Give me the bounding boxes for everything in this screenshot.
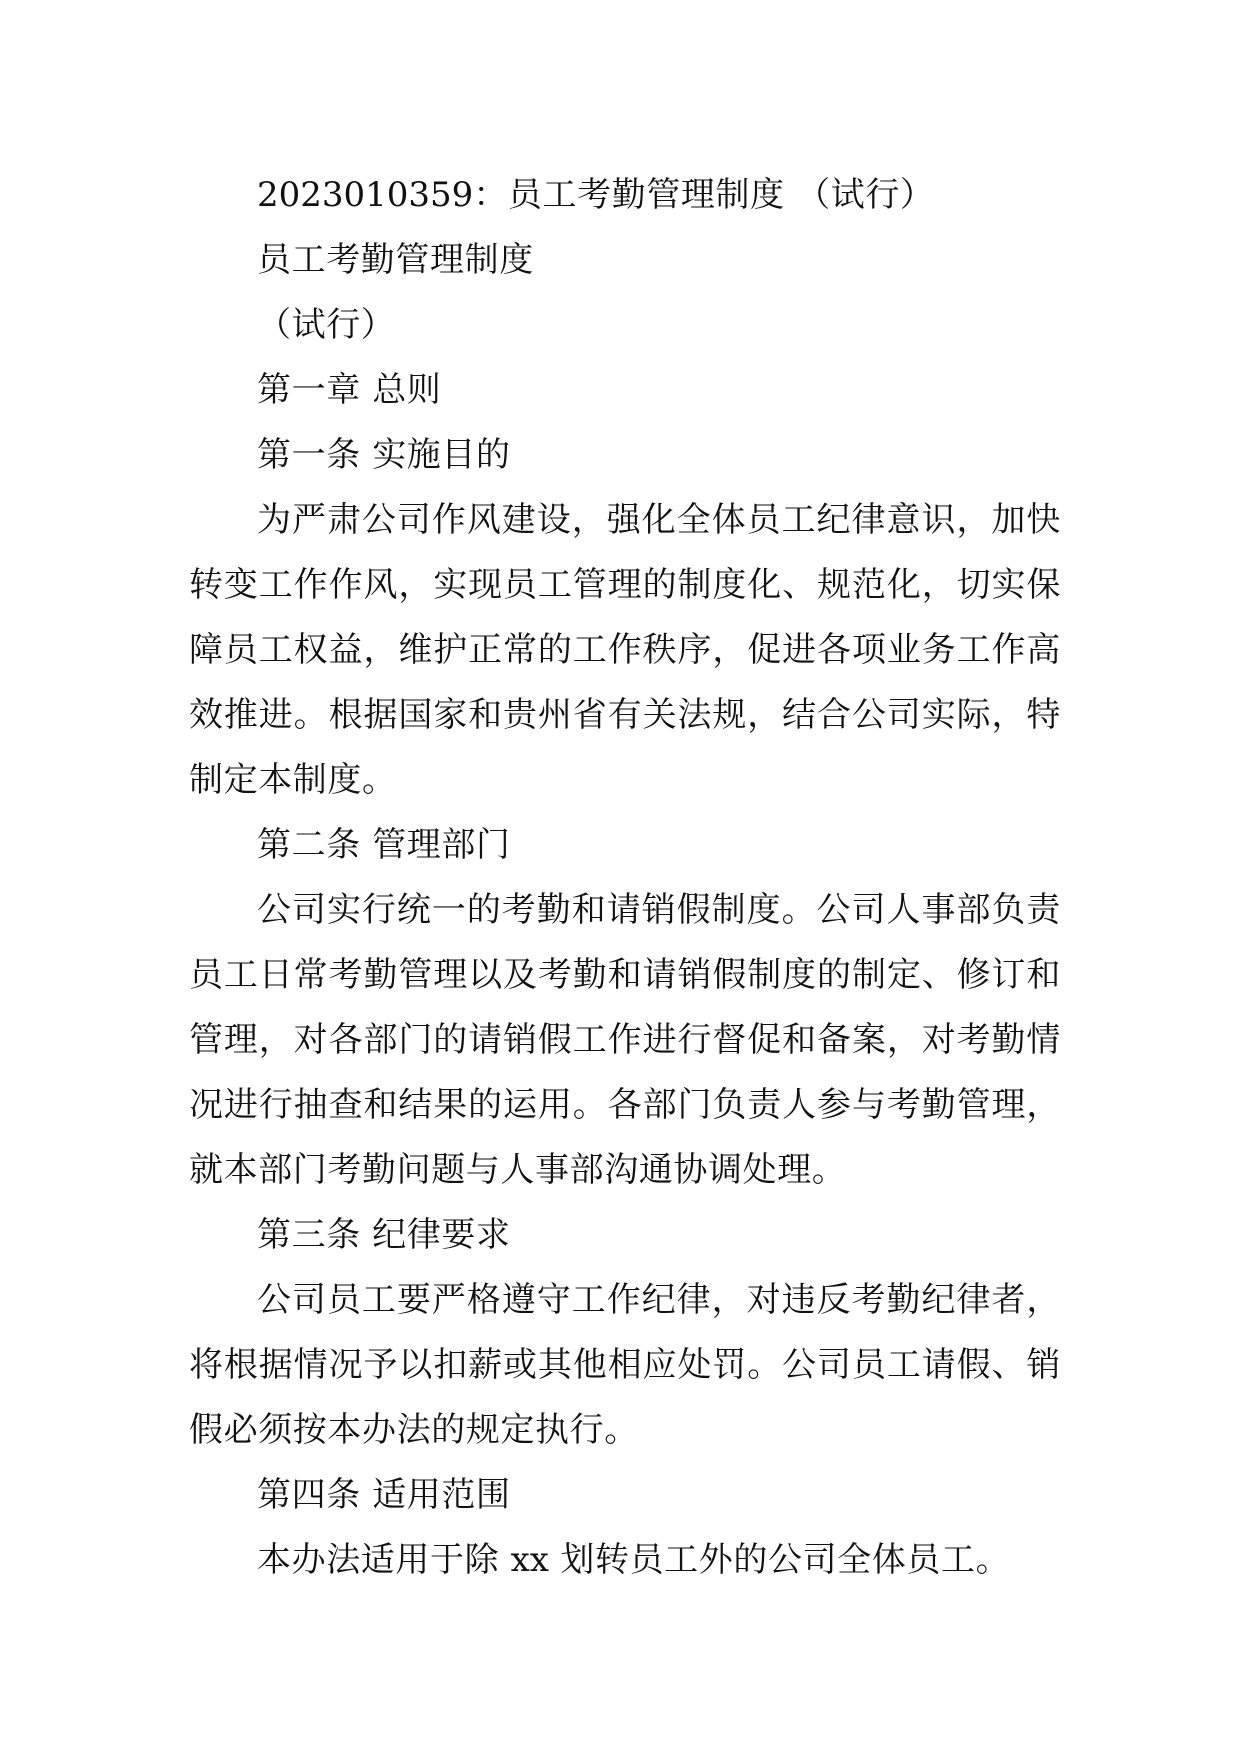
document-title: 员工考勤管理制度	[257, 240, 534, 280]
article-2-heading: 第二条 管理部门	[257, 825, 511, 865]
article-3-heading: 第三条 纪律要求	[257, 1215, 511, 1255]
document-header-title: ：员工考勤管理制度 （试行）	[473, 175, 935, 215]
article-4-body-code: xx	[510, 1540, 549, 1580]
chapter-heading: 第一章 总则	[257, 370, 442, 410]
article-4-body-prefix: 本办法适用于除	[257, 1540, 511, 1580]
article-4-body	[189, 1528, 1061, 1593]
article-4-body-suffix: 划转员工外的公司全体员工。	[548, 1540, 1011, 1580]
document-header	[189, 163, 1061, 228]
article-4-heading: 第四条 适用范围	[257, 1475, 511, 1515]
document-body	[189, 163, 1061, 1593]
article-1-body: 为严肃公司作风建设，强化全体员工纪律意识，加快转变工作作风，实现员工管理的制度化、规范化，切实保障员工权益，维护正常的工作秩序，促进各项业务工作高效推进。根据国家和贵州省有关法规，结合公司实际，特制定本制度。	[189, 500, 1061, 800]
document-id: 2023010359	[257, 175, 474, 215]
article-2-body: 公司实行统一的考勤和请销假制度。公司人事部负责员工日常考勤管理以及考勤和请销假制度的制定、修订和管理，对各部门的请销假工作进行督促和备案，对考勤情况进行抽查和结果的运用。各部门负责人参与考勤管理，就本部门考勤问题与人事部沟通协调处理。	[189, 890, 1061, 1190]
document-subtitle: （试行）	[257, 305, 396, 345]
article-3-body: 公司员工要严格遵守工作纪律，对违反考勤纪律者，将根据情况予以扣薪或其他相应处罚。公司员工请假、销假必须按本办法的规定执行。	[189, 1280, 1061, 1450]
article-1-heading: 第一条 实施目的	[257, 435, 511, 475]
